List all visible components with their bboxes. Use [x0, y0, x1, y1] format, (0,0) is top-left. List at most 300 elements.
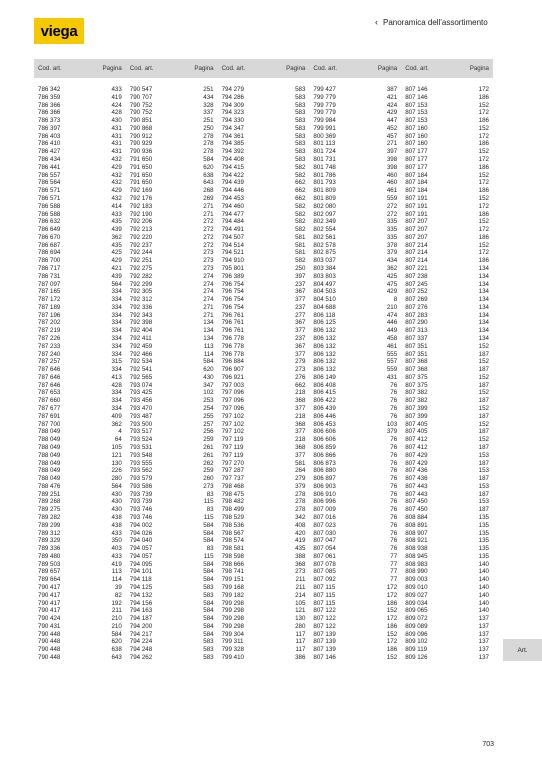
- table-row: [401, 195, 493, 203]
- article-code: 807 245: [405, 280, 428, 288]
- table-row: [126, 327, 218, 335]
- article-code: 806 132: [313, 350, 336, 358]
- article-code: 794 040: [129, 537, 153, 545]
- article-code: 807 214: [405, 241, 428, 249]
- table-row: [309, 607, 401, 615]
- page-ref: 76: [390, 381, 398, 389]
- article-code: 807 429: [405, 459, 428, 467]
- article-code: 797 096: [221, 397, 244, 405]
- table-row: [309, 623, 401, 631]
- table-row: [309, 374, 401, 382]
- page-ref: 76: [390, 397, 398, 405]
- article-code: 790 448: [38, 638, 61, 646]
- article-code: 807 160: [405, 132, 428, 140]
- page-ref: 420: [295, 529, 306, 537]
- article-code: 807 184: [405, 171, 428, 179]
- page-ref: 279: [295, 475, 306, 483]
- table-row: [401, 654, 493, 662]
- article-code: 808 945: [405, 552, 428, 560]
- table-row: [126, 211, 218, 219]
- article-code: 797 119: [221, 443, 244, 451]
- article-code: 806 866: [313, 451, 336, 459]
- table-row: [401, 397, 493, 405]
- page-ref: 135: [478, 537, 489, 545]
- page-ref: 431: [111, 132, 122, 140]
- article-code: 798 567: [221, 529, 244, 537]
- table-row: [126, 187, 218, 195]
- article-code: 790 448: [38, 630, 61, 638]
- article-code: 786 670: [38, 233, 61, 241]
- page-ref: 137: [478, 622, 489, 630]
- article-code: 794 385: [221, 140, 244, 148]
- table-row: [218, 312, 310, 320]
- page-ref: 620: [203, 163, 214, 171]
- article-code: 806 132: [313, 366, 336, 374]
- table-column: [34, 59, 126, 662]
- article-code: 791 650: [129, 163, 153, 171]
- page-ref: 334: [111, 311, 122, 319]
- article-code: 798 499: [221, 506, 244, 514]
- article-code: 786 557: [38, 171, 61, 179]
- table-column: [309, 59, 401, 662]
- article-code: 807 351: [405, 342, 428, 350]
- article-code: 786 731: [38, 272, 61, 280]
- article-code: 807 146: [313, 654, 336, 662]
- page-ref: 429: [111, 257, 122, 265]
- page-ref: 274: [203, 272, 214, 280]
- page-ref: 115: [203, 552, 214, 560]
- page-ref: 76: [390, 529, 398, 537]
- article-code: 787 189: [38, 303, 61, 311]
- article-code: 789 657: [38, 568, 61, 576]
- page-ref: 140: [478, 599, 489, 607]
- page-ref: 429: [111, 187, 122, 195]
- table-row: [218, 351, 310, 359]
- page-ref: 237: [295, 303, 306, 311]
- article-code: 806 118: [313, 311, 336, 319]
- table-row: [218, 273, 310, 281]
- page-ref: 274: [203, 296, 214, 304]
- table-row: [126, 460, 218, 468]
- article-code: 807 122: [313, 607, 336, 615]
- table-row: [34, 607, 126, 615]
- article-code: 807 122: [313, 622, 336, 630]
- page-ref: 152: [478, 373, 489, 381]
- table-row: [126, 319, 218, 327]
- article-code: 807 290: [405, 319, 428, 327]
- table-row: [309, 421, 401, 429]
- article-code: 797 287: [221, 467, 244, 475]
- table-row: [218, 265, 310, 273]
- article-code: 786 373: [38, 117, 61, 125]
- column-header: [218, 59, 310, 78]
- table-row: [309, 179, 401, 187]
- table-row: [126, 296, 218, 304]
- table-row: [401, 94, 493, 102]
- page-ref: 419: [295, 537, 306, 545]
- page-ref: 555: [386, 350, 398, 358]
- article-code: 807 337: [405, 335, 428, 342]
- article-code: 793 548: [129, 451, 153, 459]
- article-code: 790 707: [129, 93, 153, 101]
- article-code: 798 598: [221, 552, 244, 560]
- page-ref: 438: [111, 521, 122, 529]
- article-code: 788 049: [38, 459, 61, 467]
- table-row: [34, 296, 126, 304]
- article-code: 787 257: [38, 358, 61, 366]
- article-code: 807 191: [405, 194, 428, 202]
- table-row: [126, 242, 218, 250]
- page-ref: 121: [111, 451, 122, 459]
- article-code: 802 080: [313, 202, 336, 210]
- page-ref: 211: [295, 576, 306, 584]
- table-row: [34, 568, 126, 576]
- article-code: 799 991: [313, 124, 336, 132]
- table-row: [218, 623, 310, 631]
- table-row: [401, 553, 493, 561]
- article-code: 786 717: [38, 264, 61, 272]
- article-code: 807 023: [313, 521, 336, 529]
- table-row: [309, 638, 401, 646]
- table-row: [126, 265, 218, 273]
- table-row: [218, 366, 310, 374]
- table-row: [34, 382, 126, 390]
- table-row: [309, 600, 401, 608]
- page-ref: 172: [386, 591, 398, 599]
- table-row: [309, 304, 401, 312]
- article-code: 807 283: [405, 311, 428, 319]
- article-code: 794 446: [221, 187, 244, 195]
- article-code: 786 687: [38, 241, 61, 249]
- page-ref: 187: [478, 397, 489, 405]
- article-code: 793 586: [129, 482, 153, 490]
- table-row: [401, 623, 493, 631]
- article-code: 793 456: [129, 397, 153, 405]
- page-ref: 582: [295, 171, 306, 179]
- table-row: [309, 483, 401, 491]
- table-row: [126, 444, 218, 452]
- table-row: [309, 498, 401, 506]
- tab-articles[interactable]: Art.: [503, 639, 542, 661]
- article-code: 794 118: [129, 576, 152, 584]
- table-row: [218, 405, 310, 413]
- article-code: 806 897: [313, 475, 336, 483]
- page-ref: 643: [203, 179, 214, 187]
- page-ref: 140: [478, 568, 489, 576]
- table-row: [401, 444, 493, 452]
- table-row: [218, 234, 310, 242]
- page-ref: 377: [295, 405, 306, 413]
- article-code: 793 425: [129, 389, 153, 397]
- page-ref: 134: [478, 311, 489, 319]
- page-ref: 377: [295, 327, 306, 335]
- table-row: [126, 413, 218, 421]
- table-row: [218, 397, 310, 405]
- page-ref: 408: [295, 521, 306, 529]
- article-code: 801 731: [313, 156, 336, 164]
- page-ref: 254: [203, 405, 214, 413]
- article-code: 792 343: [129, 311, 153, 319]
- table-row: [309, 117, 401, 125]
- page-ref: 152: [386, 630, 398, 638]
- article-code: 799 151: [221, 576, 244, 584]
- page-ref: 152: [478, 218, 489, 226]
- table-row: [401, 296, 493, 304]
- page-ref: 76: [390, 467, 398, 475]
- article-code: 794 910: [221, 257, 244, 265]
- page-ref: 135: [478, 521, 489, 529]
- article-code: 796 921: [221, 373, 244, 381]
- article-code: 802 349: [313, 218, 336, 226]
- column-header: [309, 59, 401, 78]
- page-ref: 280: [111, 475, 122, 483]
- page-ref: 581: [295, 241, 306, 249]
- article-code: 801 786: [313, 171, 336, 179]
- table-row: [34, 545, 126, 553]
- table-column: [401, 59, 493, 662]
- table-row: [126, 576, 218, 584]
- table-row: [34, 514, 126, 522]
- article-code: 794 460: [221, 202, 244, 210]
- table-row: [401, 351, 493, 359]
- table-row: [126, 553, 218, 561]
- table-row: [218, 281, 310, 289]
- header-page-label: Pagina: [102, 65, 122, 72]
- article-code: 804 688: [313, 303, 336, 311]
- article-code: 807 405: [405, 428, 428, 436]
- article-code: 801 809: [313, 194, 336, 202]
- page-ref: 187: [478, 428, 489, 436]
- table-row: [218, 94, 310, 102]
- article-code: 807 450: [405, 506, 428, 514]
- page-ref: 342: [295, 513, 306, 521]
- article-code: 792 398: [129, 319, 153, 327]
- table-row: [218, 304, 310, 312]
- page-ref: 583: [295, 93, 306, 101]
- page-ref: 564: [111, 280, 122, 288]
- table-row: [126, 335, 218, 343]
- article-code: 807 092: [313, 576, 336, 584]
- article-code: 807 443: [405, 482, 428, 490]
- article-code: 797 119: [221, 451, 244, 459]
- page-ref: 264: [295, 467, 306, 475]
- article-code: 792 466: [129, 350, 153, 358]
- page-ref: 425: [386, 272, 398, 280]
- table-row: [34, 312, 126, 320]
- article-code: 802 578: [313, 241, 336, 249]
- article-code: 789 282: [38, 513, 61, 521]
- table-row: [401, 428, 493, 436]
- table-row: [218, 537, 310, 545]
- table-row: [218, 319, 310, 327]
- article-code: 808 891: [405, 521, 428, 529]
- table-row: [309, 405, 401, 413]
- page-ref: 152: [478, 358, 489, 366]
- page-ref: 187: [478, 350, 489, 358]
- table-row: [34, 249, 126, 257]
- table-row: [401, 522, 493, 530]
- page-ref: 273: [295, 366, 306, 374]
- page-ref: 347: [203, 381, 214, 389]
- article-code: 794 156: [129, 599, 153, 607]
- article-code: 803 037: [313, 257, 336, 265]
- article-code: 806 422: [313, 397, 336, 405]
- table-row: [401, 638, 493, 646]
- article-code: 807 016: [313, 513, 336, 521]
- page-ref: 152: [478, 101, 489, 109]
- article-code: 786 359: [38, 93, 61, 101]
- page-ref: 130: [295, 615, 306, 623]
- page-ref: 581: [295, 459, 306, 467]
- page-ref: 152: [386, 654, 398, 662]
- page-ref: 140: [478, 560, 489, 568]
- page-ref: 152: [478, 194, 489, 202]
- page-ref: 253: [203, 397, 214, 405]
- article-code: 809 072: [405, 615, 428, 623]
- table-row: [218, 530, 310, 538]
- page-ref: 428: [111, 381, 122, 389]
- breadcrumb[interactable]: [375, 16, 505, 28]
- page-ref: 581: [295, 233, 306, 241]
- article-code: 793 487: [129, 412, 153, 420]
- table-row: [309, 654, 401, 662]
- article-code: 796 778: [221, 350, 244, 358]
- table-row: [309, 444, 401, 452]
- article-code: 807 177: [405, 156, 428, 164]
- page-ref: 431: [386, 373, 398, 381]
- article-code: 794 392: [221, 148, 244, 156]
- article-code: 790 448: [38, 654, 61, 662]
- page-ref: 334: [111, 335, 122, 342]
- table-row: [126, 374, 218, 382]
- article-code: 806 132: [313, 342, 336, 350]
- article-code: 788 049: [38, 436, 61, 444]
- table-row: [401, 133, 493, 141]
- page-ref: 378: [386, 241, 398, 249]
- page-ref: 583: [203, 591, 214, 599]
- page-ref: 152: [478, 342, 489, 350]
- table-row: [34, 553, 126, 561]
- page-ref: 458: [386, 335, 398, 342]
- article-code: 787 226: [38, 335, 61, 342]
- article-code: 806 880: [313, 467, 336, 475]
- table-row: [401, 148, 493, 156]
- table-row: [401, 187, 493, 195]
- table-row: [218, 117, 310, 125]
- article-code: 786 434: [38, 156, 61, 164]
- article-code: 794 361: [221, 132, 244, 140]
- article-code: 806 910: [313, 490, 336, 498]
- page-ref: 461: [386, 342, 398, 350]
- table-row: [401, 156, 493, 164]
- table-row: [126, 218, 218, 226]
- table-row: [401, 413, 493, 421]
- article-code: 794 408: [221, 156, 244, 164]
- page-ref: 172: [386, 615, 398, 623]
- article-code: 807 139: [313, 630, 336, 638]
- article-code: 807 351: [405, 350, 428, 358]
- article-code: 794 347: [221, 124, 244, 132]
- table-row: [218, 452, 310, 460]
- page-ref: 272: [203, 226, 214, 234]
- article-code: 788 049: [38, 428, 61, 436]
- header-code-label: Cod. art.: [221, 65, 246, 72]
- article-code: 809 010: [405, 584, 428, 591]
- page-ref: 153: [478, 482, 489, 490]
- article-code: 804 510: [313, 296, 336, 304]
- page-ref: 581: [295, 249, 306, 257]
- table-row: [401, 452, 493, 460]
- table-row: [34, 483, 126, 491]
- page-ref: 172: [478, 86, 489, 93]
- table-row: [34, 405, 126, 413]
- article-code: 794 422: [221, 171, 244, 179]
- article-code: 787 097: [38, 280, 61, 288]
- table-row: [126, 351, 218, 359]
- table-row: [126, 600, 218, 608]
- table-row: [126, 545, 218, 553]
- article-code: 807 368: [405, 366, 428, 374]
- table-row: [401, 498, 493, 506]
- article-code: 802 561: [313, 233, 336, 241]
- table-row: [126, 343, 218, 351]
- page-ref: 662: [295, 187, 306, 195]
- page-ref: 583: [295, 86, 306, 93]
- table-row: [34, 631, 126, 639]
- page-ref: 186: [478, 187, 489, 195]
- page-ref: 386: [295, 654, 306, 662]
- table-row: [34, 444, 126, 452]
- page-ref: 397: [386, 148, 398, 156]
- article-code: 809 126: [405, 654, 428, 662]
- table-row: [401, 576, 493, 584]
- page-ref: 334: [111, 366, 122, 374]
- page-ref: 584: [203, 529, 214, 537]
- table-row: [126, 109, 218, 117]
- section-title: Panoramica dell'assortimento: [383, 17, 488, 27]
- article-code: 807 399: [405, 405, 428, 413]
- article-code: 787 233: [38, 342, 61, 350]
- article-code: 801 793: [313, 179, 336, 187]
- page-ref: 186: [386, 622, 398, 630]
- page-ref: 334: [111, 303, 122, 311]
- table-row: [34, 242, 126, 250]
- table-row: [401, 343, 493, 351]
- page-ref: 214: [295, 591, 306, 599]
- article-code: 799 168: [221, 584, 244, 591]
- article-code: 790 936: [129, 148, 153, 156]
- table-row: [309, 522, 401, 530]
- table-row: [218, 195, 310, 203]
- page-ref: 186: [478, 140, 489, 148]
- article-code: 799 984: [313, 117, 336, 125]
- table-row: [401, 125, 493, 133]
- table-row: [34, 203, 126, 211]
- table-row: [309, 218, 401, 226]
- table-row: [34, 561, 126, 569]
- table-row: [309, 211, 401, 219]
- article-code: 802 097: [313, 210, 336, 218]
- article-code: 792 565: [129, 373, 153, 381]
- chevron-left-icon[interactable]: ‹: [375, 17, 378, 27]
- page-ref: 210: [111, 622, 122, 630]
- article-code: 787 202: [38, 319, 61, 327]
- page-ref: 435: [295, 545, 306, 553]
- page-ref: 583: [295, 132, 306, 140]
- page-ref: 187: [478, 459, 489, 467]
- table-column: [218, 59, 310, 662]
- article-code: 786 366: [38, 101, 61, 109]
